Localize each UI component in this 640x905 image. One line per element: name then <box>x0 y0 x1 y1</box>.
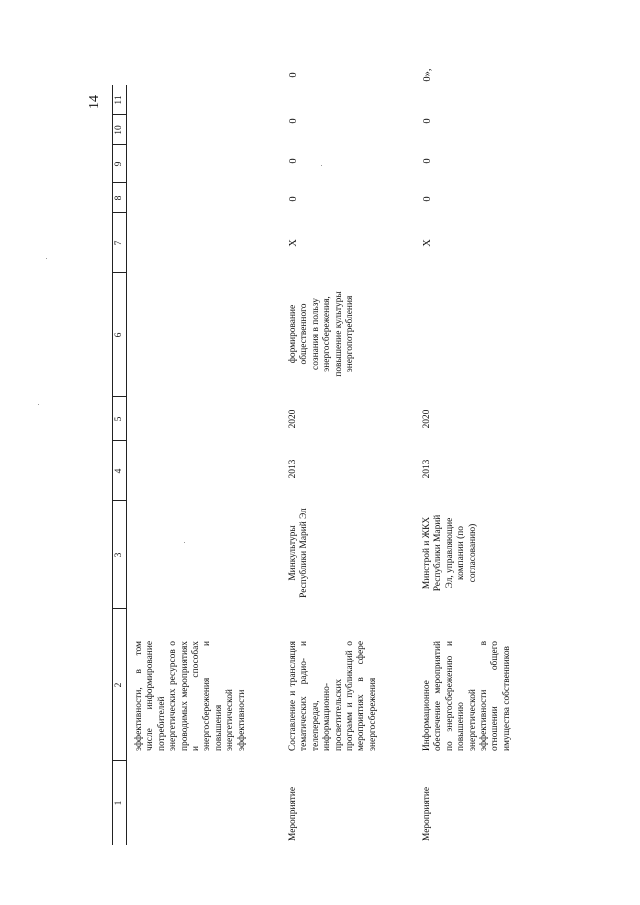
scan-speck <box>38 404 39 405</box>
col-header-1: 1 <box>114 800 124 806</box>
col-divider <box>112 760 126 761</box>
col-header-2: 2 <box>114 682 124 688</box>
row-col11: 0», <box>422 68 433 82</box>
scan-speck <box>46 258 47 259</box>
row-col10: 0 <box>288 118 299 124</box>
col-divider <box>112 500 126 501</box>
row-executor: Минкультуры Республики Марий Эл <box>288 508 310 598</box>
col-header-7: 7 <box>114 240 124 246</box>
row-col11: 0 <box>288 72 299 78</box>
col-divider <box>112 440 126 441</box>
col-header-5: 5 <box>114 416 124 422</box>
row-col9: 0 <box>422 158 433 164</box>
col-divider <box>112 272 126 273</box>
table-header-border <box>126 85 127 845</box>
col-divider <box>112 212 126 213</box>
col-header-11: 11 <box>114 95 124 105</box>
row-col8: 0 <box>422 196 433 202</box>
rotated-table <box>112 68 632 845</box>
row-result: формирование общественного сознания в пользу энергосбережения, повышение культуры энергопотребления <box>288 291 356 377</box>
col-header-3: 3 <box>114 552 124 558</box>
carryover-description: эффективности, в том числе информирование потребителей энергетических ресурсов о проводимых мероприятиях и способах энергосбережения и повышения энергетической эффективности <box>134 641 247 751</box>
col-divider <box>112 182 126 183</box>
row-col8: 0 <box>288 196 299 202</box>
scan-speck <box>184 542 185 543</box>
row-start-year: 2013 <box>422 459 432 479</box>
scan-speck <box>321 165 322 166</box>
row-executor: Минстрой и ЖКХ Республики Марий Эл, управляющие компании (по согласованию) <box>422 514 478 592</box>
page-number: 14 <box>87 95 102 109</box>
row-col7: Х <box>422 239 433 247</box>
row-description: Информационное обеспечение мероприятий по энергосбережению и повышению энергетической эффективности в отношении общего имущества собственников <box>422 641 512 751</box>
col-header-8: 8 <box>114 195 124 201</box>
row-type: Мероприятие <box>288 786 298 841</box>
row-col10: 0 <box>422 118 433 124</box>
row-col9: 0 <box>288 158 299 164</box>
col-divider <box>112 114 126 115</box>
col-header-4: 4 <box>114 468 124 474</box>
row-description: Составление и трансляция тематических радио- и телепередач, информационно-просветительских программ и публикаций о мероприятиях в сфере энергосбережения <box>288 641 378 751</box>
row-start-year: 2013 <box>288 459 298 479</box>
col-header-9: 9 <box>114 161 124 167</box>
row-type: Мероприятие <box>422 786 432 841</box>
table-top-border <box>112 85 113 845</box>
row-end-year: 2020 <box>422 409 432 429</box>
col-header-6: 6 <box>114 332 124 338</box>
col-divider <box>112 608 126 609</box>
col-divider <box>112 144 126 145</box>
col-header-10: 10 <box>114 125 124 135</box>
row-end-year: 2020 <box>288 409 298 429</box>
row-col7: Х <box>288 239 299 247</box>
col-divider <box>112 396 126 397</box>
